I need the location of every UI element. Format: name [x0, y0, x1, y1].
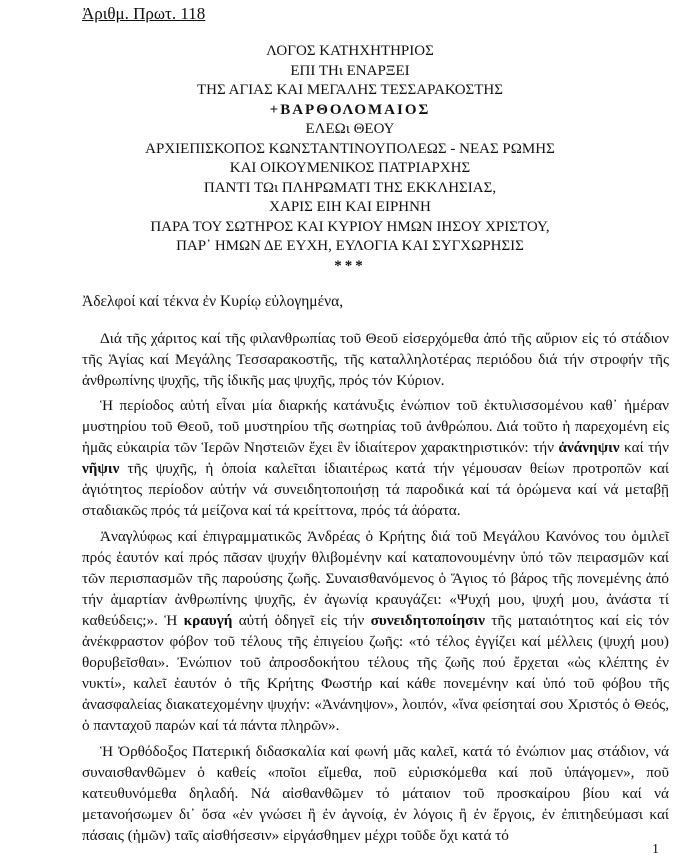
- paragraph-2-text-a: Ἡ περίοδος αὐτή εἶναι μία διαρκής κατάνυξις ἐνώπιον τοῦ ἐκτυλισσομένου καθ᾿ ἡμέραν μυστηρίου τοῦ Θεοῦ, τοῦ μυστηρίου τῆς σωτηρίας τοῦ ἀνθρώπου. Διά τοῦτο ἡ παρεχομένη εἰς ἡμᾶς εὐκαιρία τῶν Ἱερῶν Νηστειῶν ἔχει ἓν ἰδιαίτερον χαρακτηριστικόν: τήν: [82, 397, 669, 456]
- body-text: [82, 328, 669, 851]
- paragraph-2-bold-2: νῆψιν: [82, 460, 120, 477]
- heading-line-2: ΕΠΙ ΤΗι ΕΝΑΡΞΕΙ: [290, 62, 410, 79]
- heading-line-3: ΤΗΣ ΑΓΙΑΣ ΚΑΙ ΜΕΓΑΛΗΣ ΤΕΣΣΑΡΑΚΟΣΤΗΣ: [197, 82, 503, 98]
- paragraph-3-bold-2: συνειδητοποίησιν: [370, 612, 485, 629]
- paragraph-3-bold-1: κραυγή: [183, 612, 233, 629]
- heading-line-11: ΠΑΡ᾿ ΗΜΩΝ ΔΕ ΕΥΧΗ, ΕΥΛΟΓΙΑ ΚΑΙ ΣΥΓΧΩΡΗΣΙΣ: [176, 238, 524, 254]
- greeting: Ἀδελφοί καί τέκνα ἐν Κυρίῳ εὐλογημένα,: [82, 293, 344, 310]
- patriarch-name: +ΒΑΡΘΟΛΟΜΑΙΟΣ: [269, 101, 431, 118]
- paragraph-3-text-d: τῆς ματαιότητος καί εἰς τόν ἀνέκφραστον φόβον τοῦ τέλους τῆς ἐπιγείου ζωῆς: «τό τέλος ἐγγίζει καί μέλλεις (ψυχή μου) θορυβεῖσθαι». Ἐνώπιον τοῦ ἀπροσδοκήτου τέλους τῆς ζωῆς πού ἔρχεται «ὡς κλέπτης ἐν νυκτί», καλεῖ ἑαυτόν ὁ τῆς Κρήτης Φωστήρ καί κάθε πονεμένην καί ὑπό τοῦ φόβου τῆς ἀνασφαλείας διακατεχομένην ψυχήν: «Ἀνάνηψον», λοιπόν, «ἵνα φείσηταί σου Χριστός ὁ Θεός, ὁ πανταχοῦ παρών καί τά πάντα πληρῶν».: [82, 612, 669, 734]
- heading-line-1: ΛΟΓΟΣ ΚΑΤΗΧΗΤΗΡΙΟΣ: [266, 43, 434, 59]
- heading-separator: ***: [334, 257, 366, 274]
- heading-line-8: ΠΑΝΤΙ ΤΩι ΠΛΗΡΩΜΑΤΙ ΤΗΣ ΕΚΚΛΗΣΙΑΣ,: [203, 179, 497, 196]
- heading-line-6: ΑΡΧΙΕΠΙΣΚΟΠΟΣ ΚΩΝΣΤΑΝΤΙΝΟΥΠΟΛΕΩΣ - ΝΕΑΣ ΡΩΜΗΣ: [145, 140, 555, 157]
- paragraph-2-text-c: καί τήν: [619, 439, 669, 456]
- heading-line-7: ΚΑΙ ΟΙΚΟΥΜΕΝΙΚΟΣ ΠΑΤΡΙΑΡΧΗΣ: [229, 160, 471, 176]
- heading-line-10: ΠΑΡΑ ΤΟΥ ΣΩΤΗΡΟΣ ΚΑΙ ΚΥΡΙΟΥ ΗΜΩΝ ΙΗΣΟΥ ΧΡΙΣΤΟΥ,: [150, 218, 550, 235]
- paragraph-4: Ἡ Ὀρθόδοξος Πατερική διδασκαλία καί φωνή μᾶς καλεῖ, κατά τό ἐνώπιον μας στάδιον, νά συναισθανθῶμεν ὁ καθείς «ποῖοι εἴμεθα, ποῦ εὑρισκόμεθα καί ποῦ ὑπάγομεν», ποῦ κατευθυνόμεθα δηλαδή. Νά αἰσθανθῶμεν τό μάταιον τοῦ προσκαίρου βίου καί νά μετανοήσωμεν δι᾿ ὅσα «ἐν γνώσει ἢ ἐν ἀγνοίᾳ, ἐν λόγοις ἢ ἐν ἔργοις, ἐν ἐπιτηδεύμασι καί πάσαις (ἡμῶν) ταῖς αἰσθήσεσιν» εἰργάσθημεν μέχρι τοῦδε ὄχι κατά τό: [82, 743, 669, 844]
- paragraph-3-text-a: Ἀναγλύφως καί ἐπιγραμματικῶς Ἀνδρέας ὁ Κρήτης διά τοῦ Μεγάλου Κανόνος του ὁμιλεῖ πρός ἑαυτόν καί πρός πᾶσαν ψυχήν θλιβομένην καί καταπονουμένην ὑπό τῶν πειρασμῶν καί τῶν περισπασμῶν τῆς παρούσης ζωῆς. Συναισθανόμενος ὁ Ἅγιος τό βάρος τῆς πονεμένης ἀπό τήν ἁμαρτίαν ἀνθρωπίνης ψυχῆς, ἐν ἀγωνίᾳ κραυγάζει: «Ψυχή μου, ψυχή μου, ἀνάστα τί καθεύδεις;». Ἡ: [82, 528, 669, 629]
- paragraph-2-bold-1: ἀνάνηψιν: [558, 439, 620, 456]
- paragraph-3-text-c: αὐτή ὁδηγεῖ εἰς τήν: [232, 612, 371, 629]
- protocol-number: Ἀριθμ. Πρωτ. 118: [82, 4, 206, 23]
- paragraph-2-text-d: τῆς ψυχῆς, ἡ ὁποία καλεῖται ἰδιαιτέρως κατά τήν γέμουσαν θείων προτροπῶν καί ἁγιότητος περίοδον αὐτήν νά συνειδητοποιήσῃ τά παροδικά καί τά ὁρώμενα καί νά μεταβῇ σταδιακῶς πρός τά μείζονα καί τά κρείττονα, πρός τά ἀόρατα.: [82, 460, 669, 519]
- heading-line-5: ΕΛΕΩι ΘΕΟΥ: [305, 121, 395, 137]
- page-number: 1: [652, 842, 659, 857]
- paragraph-3: [82, 526, 669, 736]
- paragraph-2: [82, 395, 669, 521]
- paragraph-1: Διά τῆς χάριτος καί τῆς φιλανθρωπίας τοῦ Θεοῦ εἰσερχόμεθα ἀπό τῆς αὔριον εἰς τό στάδιον τῆς Ἁγίας καί Μεγάλης Τεσσαρακοστῆς, τῆς καταλληλοτέρας περιόδου διά τήν στροφήν τῆς ἀνθρωπίνης ψυχῆς, τῆς ἰδικῆς μας ψυχῆς, πρός τόν Κύριον.: [82, 330, 669, 389]
- document-heading: [0, 42, 700, 276]
- heading-line-9: ΧΑΡΙΣ ΕΙΗ ΚΑΙ ΕΙΡΗΝΗ: [269, 199, 431, 215]
